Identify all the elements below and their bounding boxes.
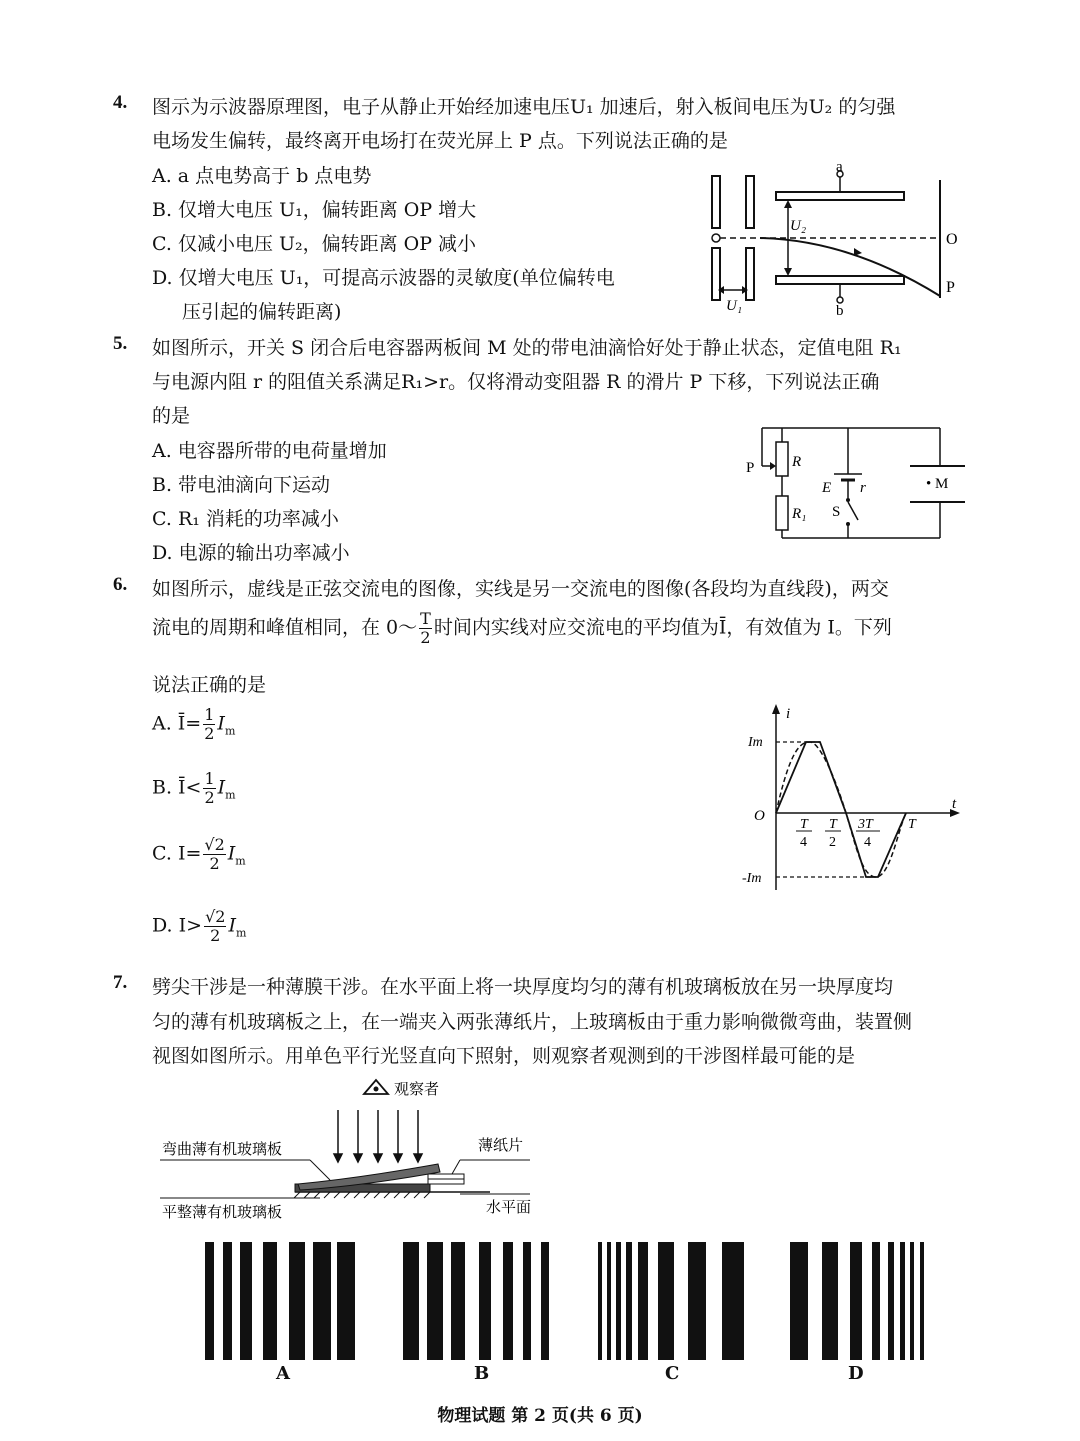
origin-label: O	[754, 808, 765, 824]
oscilloscope-diagram	[700, 158, 980, 318]
circuit-diagram	[740, 420, 970, 545]
option-b[interactable]: B. 带电油滴向下运动	[152, 474, 331, 496]
tick-t4-n: T	[800, 817, 808, 832]
label-o: O	[946, 231, 958, 248]
option-d[interactable]: D. I> $\frac{√2}{2}$ $I_m$	[152, 907, 247, 945]
label-u2: U₂	[790, 218, 807, 234]
option-d[interactable]: D. 仅增大电压 U₁，可提高示波器的灵敏度(单位偏转电	[152, 267, 615, 289]
label-p: P	[746, 460, 755, 476]
option-d[interactable]: D. 电源的输出功率减小	[152, 542, 350, 564]
option-d-continued: 压引起的偏转距离)	[182, 301, 342, 323]
question-text-line: 图示为示波器原理图，电子从静止开始经加速电压U₁ 加速后，射入板间电压为U₂ 的匀强	[152, 96, 896, 118]
tick-t: T	[908, 817, 916, 832]
label-m: • M	[926, 476, 949, 492]
page-footer: 物理试题 第 2 页(共 6 页)	[437, 1406, 643, 1426]
question-number: 6.	[113, 574, 128, 595]
label-paper: 薄纸片	[478, 1138, 524, 1154]
label-p: P	[946, 279, 955, 296]
pattern-label-d: D	[848, 1363, 864, 1384]
pattern-b[interactable]	[403, 1242, 553, 1360]
label-r-internal: r	[860, 480, 866, 496]
question-number: 7.	[113, 972, 128, 993]
question-text-line: 说法正确的是	[152, 674, 267, 696]
pattern-label-b: B	[474, 1363, 490, 1384]
tick-3t4-n: 3T	[858, 817, 873, 832]
label-flat-plate: 平整薄有机玻璃板	[162, 1205, 283, 1221]
tick-t2-d: 2	[829, 835, 836, 850]
label-e: E	[822, 480, 832, 496]
label-observer: 观察者	[394, 1082, 440, 1098]
option-a[interactable]: A. Ī= $\frac{1}{2}$ $I_m$	[152, 705, 236, 743]
question-number: 4.	[113, 92, 128, 113]
question-text-line: 流电的周期和峰值相同，在 0～ $\frac{T}{2}$ 时间内实线对应交流电的平均值为Ī，有效值为 I。下列	[152, 609, 892, 647]
label-a: a	[836, 159, 843, 175]
axis-label-t: t	[952, 796, 957, 812]
pattern-d[interactable]	[790, 1242, 930, 1360]
option-b[interactable]: B. 仅增大电压 U₁，偏转距离 OP 增大	[152, 199, 477, 221]
label-bent-plate: 弯曲薄有机玻璃板	[162, 1142, 283, 1158]
question-text-line: 劈尖干涉是一种薄膜干涉。在水平面上将一块厚度均匀的薄有机玻璃板放在另一块厚度均	[152, 976, 894, 998]
question-text-line: 视图如图所示。用单色平行光竖直向下照射，则观察者观测到的干涉图样最可能的是	[152, 1045, 856, 1067]
option-c[interactable]: C. R₁ 消耗的功率减小	[152, 508, 339, 530]
option-a[interactable]: A. a 点电势高于 b 点电势	[152, 165, 372, 187]
current-time-graph	[740, 700, 970, 895]
pattern-c[interactable]	[598, 1242, 750, 1360]
label-u1: U₁	[726, 298, 743, 314]
wedge-interference-diagram	[160, 1074, 560, 1224]
tick-3t4-d: 4	[864, 835, 871, 850]
label-im: Im	[748, 735, 763, 750]
question-text-line: 与电源内阻 r 的阻值关系满足R₁>r。仅将滑动变阻器 R 的滑片 P 下移，下列说法正确	[152, 371, 880, 393]
label-neg-im: -Im	[742, 871, 762, 886]
label-b: b	[836, 303, 844, 318]
pattern-label-c: C	[665, 1363, 680, 1384]
option-b[interactable]: B. Ī< $\frac{1}{2}$ $I_m$	[152, 769, 236, 807]
question-text-line: 匀的薄有机玻璃板之上，在一端夹入两张薄纸片，上玻璃板由于重力影响微微弯曲，装置侧	[152, 1011, 913, 1033]
question-text-line: 电场发生偏转，最终离开电场打在荧光屏上 P 点。下列说法正确的是	[152, 130, 728, 152]
axis-label-i: i	[786, 706, 791, 722]
label-r1: R₁	[792, 506, 807, 522]
pattern-a[interactable]	[205, 1242, 355, 1360]
pattern-label-a: A	[276, 1363, 290, 1384]
label-r: R	[792, 454, 802, 470]
question-text-line: 的是	[152, 405, 191, 427]
label-s: S	[832, 504, 841, 520]
label-horizontal-plane: 水平面	[486, 1200, 532, 1216]
option-c[interactable]: C. I= $\frac{√2}{2}$ $I_m$	[152, 835, 246, 873]
option-a[interactable]: A. 电容器所带的电荷量增加	[152, 440, 387, 462]
tick-t4-d: 4	[800, 835, 807, 850]
tick-t2-n: T	[829, 817, 837, 832]
question-number: 5.	[113, 333, 128, 354]
question-text-line: 如图所示，虚线是正弦交流电的图像，实线是另一交流电的图像(各段均为直线段)，两交	[152, 578, 889, 600]
question-text-line: 如图所示，开关 S 闭合后电容器两板间 M 处的带电油滴恰好处于静止状态，定值电阻 R₁	[152, 337, 902, 359]
option-c[interactable]: C. 仅减小电压 U₂，偏转距离 OP 减小	[152, 233, 477, 255]
